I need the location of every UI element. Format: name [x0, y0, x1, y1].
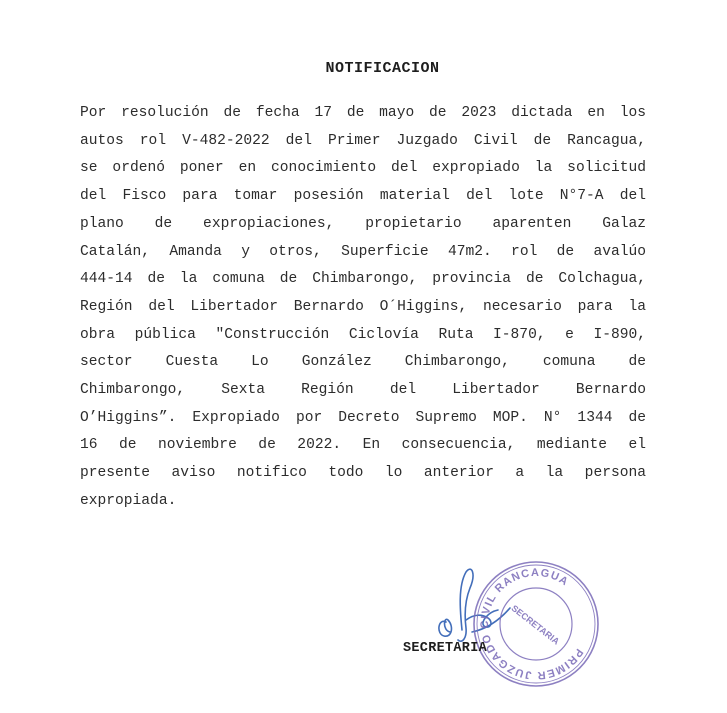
- body-line: sector Cuesta Lo González Chimbarongo, comuna de: [80, 354, 646, 371]
- body-line: del Fisco para tomar posesión material del lote N°7-A del: [80, 188, 646, 205]
- court-seal-stamp: [470, 558, 602, 690]
- signature-label: SECRETARIA: [403, 641, 488, 656]
- body-line: Catalán, Amanda y otros, Superficie 47m2. rol de avalúo: [80, 243, 646, 260]
- body-line: Región del Libertador Bernardo O´Higgins, necesario para la: [80, 298, 646, 315]
- document-body: [80, 100, 646, 516]
- body-line: Chimbarongo, Sexta Región del Libertador Bernardo: [80, 382, 646, 399]
- body-line: Por resolución de fecha 17 de mayo de 2023 dictada en los: [80, 105, 646, 121]
- stamp-inner-text: SECRETARIA: [509, 603, 562, 647]
- body-line: O’Higgins”. Expropiado por Decreto Supremo MOP. N° 1344 de: [80, 409, 646, 426]
- stamp-outer-text: PRIMER JUZGADO CIVIL RANCAGUA: [478, 566, 586, 682]
- body-line: se ordenó poner en conocimiento del expropiado la solicitud: [80, 160, 646, 177]
- body-line: plano de expropiaciones, propietario aparenten Galaz: [80, 215, 646, 232]
- body-line: 444-14 de la comuna de Chimbarongo, provincia de Colchagua,: [80, 271, 646, 288]
- document-title: NOTIFICACION: [325, 60, 440, 77]
- body-line: 16 de noviembre de 2022. En consecuencia, mediante el: [80, 437, 646, 454]
- body-line: autos rol V-482-2022 del Primer Juzgado Civil de Rancagua,: [80, 132, 646, 149]
- body-line: presente aviso notifico todo lo anterior a la persona: [80, 465, 646, 482]
- body-line: expropiada.: [80, 492, 177, 509]
- body-line: obra pública "Construcción Ciclovía Ruta I-870, e I-890,: [80, 326, 646, 343]
